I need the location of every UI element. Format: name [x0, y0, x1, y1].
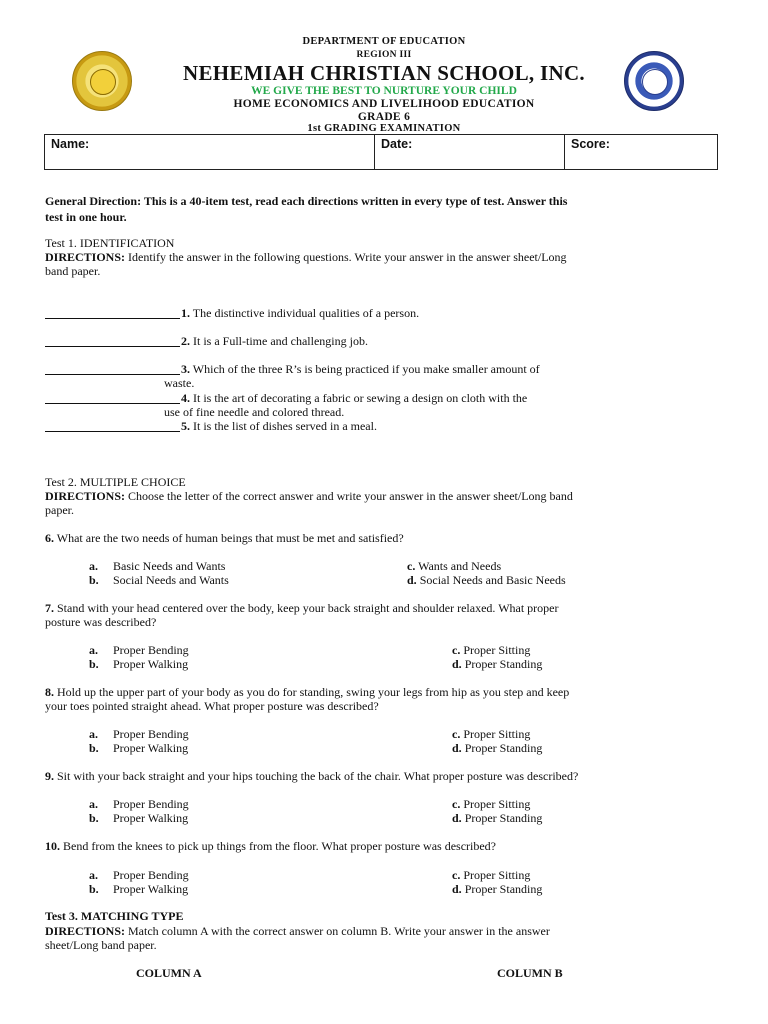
subject-title: HOME ECONOMICS AND LIVELIHOOD EDUCATION [233, 98, 535, 110]
option-8a[interactable]: a. Proper Bending [89, 727, 189, 741]
question-8-cont: your toes pointed straight ahead. What proper posture was described? [45, 699, 379, 713]
school-motto: WE GIVE THE BEST TO NURTURE YOUR CHILD [251, 85, 517, 97]
option-8d[interactable]: d. Proper Standing [452, 741, 543, 755]
option-10a[interactable]: a. Proper Bending [89, 868, 189, 882]
test2-title: Test 2. MULTIPLE CHOICE [45, 475, 186, 489]
question-1: 1. The distinctive individual qualities of a person. [181, 306, 420, 320]
question-2: 2. It is a Full-time and challenging job. [181, 334, 368, 348]
option-10b[interactable]: b. Proper Walking [89, 882, 189, 896]
test2-directions: DIRECTIONS: Choose the letter of the correct answer and write your answer in the answer sheet/Long band [45, 489, 573, 503]
question-4: 4. It is the art of decorating a fabric or sewing a design on cloth with the [181, 391, 528, 405]
option-10c[interactable]: c. Proper Sitting [452, 868, 531, 882]
name-field[interactable]: Name: [45, 135, 375, 170]
test1-title: Test 1. IDENTIFICATION [45, 236, 175, 250]
school-name: NEHEMIAH CHRISTIAN SCHOOL, INC. [183, 61, 585, 85]
option-8b[interactable]: b. Proper Walking [89, 741, 189, 755]
answer-blank-4[interactable] [45, 403, 180, 404]
question-4-cont: use of fine needle and colored thread. [164, 405, 345, 419]
question-6: 6. What are the two needs of human beings that must be met and satisfied? [45, 531, 404, 545]
question-9: 9. Sit with your back straight and your hips touching the back of the chair. What proper posture was described? [45, 769, 579, 783]
option-6d[interactable]: d. Social Needs and Basic Needs [407, 573, 566, 587]
option-6b[interactable]: b. Social Needs and Wants [89, 573, 229, 587]
general-direction-line1: General Direction: This is a 40-item test, read each directions written in every type of test. Answer this [45, 194, 568, 208]
grade-title: GRADE 6 [357, 111, 411, 123]
answer-blank-1[interactable] [45, 318, 180, 319]
question-8: 8. Hold up the upper part of your body as you do for standing, swing your legs from hip as you step and keep [45, 685, 570, 699]
date-field[interactable]: Date: [375, 135, 565, 170]
option-6a[interactable]: a. Basic Needs and Wants [89, 559, 226, 573]
option-9b[interactable]: b. Proper Walking [89, 811, 189, 825]
column-a-header: COLUMN A [136, 966, 202, 980]
question-10: 10. Bend from the knees to pick up things from the floor. What proper posture was described? [45, 839, 497, 853]
option-9a[interactable]: a. Proper Bending [89, 797, 189, 811]
question-7-cont: posture was described? [45, 615, 157, 629]
question-3-cont: waste. [164, 376, 195, 390]
answer-blank-2[interactable] [45, 346, 180, 347]
question-7: 7. Stand with your head centered over the body, keep your back straight and shoulder relaxed. What proper [45, 601, 559, 615]
option-9d[interactable]: d. Proper Standing [452, 811, 543, 825]
test1-directions-cont: band paper. [45, 264, 101, 278]
option-7d[interactable]: d. Proper Standing [452, 657, 543, 671]
test3-directions-cont: sheet/Long band paper. [45, 938, 157, 952]
score-field[interactable]: Score: [565, 135, 718, 170]
option-7c[interactable]: c. Proper Sitting [452, 643, 531, 657]
test3-directions: DIRECTIONS: Match column A with the correct answer on column B. Write your answer in the answer [45, 924, 550, 938]
answer-blank-3[interactable] [45, 374, 180, 375]
exam-title: 1st GRADING EXAMINATION [307, 123, 461, 134]
question-3: 3. Which of the three R’s is being practiced if you make smaller amount of [181, 362, 540, 376]
option-10d[interactable]: d. Proper Standing [452, 882, 543, 896]
answer-blank-5[interactable] [45, 431, 180, 432]
option-7b[interactable]: b. Proper Walking [89, 657, 189, 671]
region-title: REGION III [356, 50, 412, 60]
option-6c[interactable]: c. Wants and Needs [407, 559, 502, 573]
test2-directions-cont: paper. [45, 503, 74, 517]
student-info-table [44, 134, 718, 170]
column-b-header: COLUMN B [497, 966, 563, 980]
option-9c[interactable]: c. Proper Sitting [452, 797, 531, 811]
question-5: 5. It is the list of dishes served in a meal. [181, 419, 377, 433]
test1-directions: DIRECTIONS: Identify the answer in the following questions. Write your answer in the answer sheet/Long [45, 250, 567, 264]
option-8c[interactable]: c. Proper Sitting [452, 727, 531, 741]
general-direction-line2: test in one hour. [45, 210, 127, 224]
department-title: DEPARTMENT OF EDUCATION [302, 36, 466, 47]
test3-title: Test 3. MATCHING TYPE [45, 909, 184, 923]
option-7a[interactable]: a. Proper Bending [89, 643, 189, 657]
